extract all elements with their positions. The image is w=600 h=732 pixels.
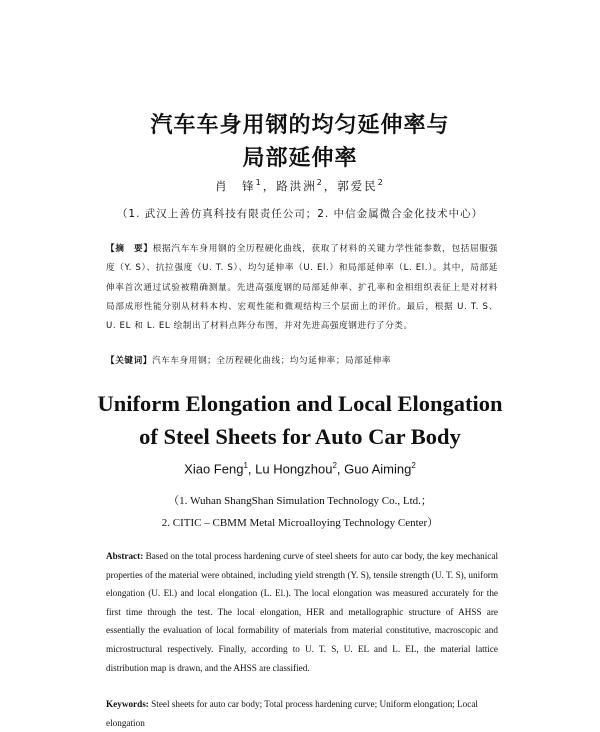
en-affiliation-line2: 2. CITIC – CBMM Metal Microalloying Technology Center） xyxy=(161,517,439,529)
en-abstract-text: Based on the total process hardening curve of steel sheets for auto car body, the key mechanical properties of the material were obtained, including yield strength (Y. S), tensile strength (U. T. S), uniform elongation (U. El.) and local elongation (L. El.). The local elongation was measured accurately for the first time through the test. The local elongation, HER and metallographic structure of AHSS are essentially the evaluation of local formability of materials from material constitutive, macroscopic and microstructural respectively. Finally, according to U. T. S, U. EL and L. EL, the material lattice distribution map is drawn, and the AHSS are classified. xyxy=(106,551,498,673)
cn-author-1: 肖 锋 xyxy=(215,179,256,193)
cn-author-3: 郭爱民 xyxy=(337,179,378,193)
cn-authors: 肖 锋$^1$，路洪洲$^2$，郭爱民$^2$ xyxy=(215,178,385,193)
cn-affiliation: （1. 武汉上善仿真科技有限责任公司；2. 中信金属微合金化技术中心） xyxy=(116,208,484,220)
en-title-line2: of Steel Sheets for Auto Car Body xyxy=(139,424,461,449)
cn-keywords-text: 汽车车身用钢；全历程硬化曲线；均匀延伸率；局部延伸率 xyxy=(151,356,392,366)
en-title-line1: Uniform Elongation and Local Elongation xyxy=(97,391,503,416)
cn-keywords-label: 【关键词】 xyxy=(106,356,152,366)
en-keywords-label: Keywords: xyxy=(106,699,149,709)
en-authors: Xiao Feng$^1$, Lu Hongzhou$^2$, Guo Aiming$^2$ xyxy=(184,461,416,477)
cn-keywords xyxy=(106,354,498,366)
en-keywords-text: Steel sheets for auto car body; Total process hardening curve; Uniform elongation; Local elongation xyxy=(106,699,478,728)
en-abstract xyxy=(106,547,498,677)
en-author-2-sup: 2 xyxy=(332,461,337,470)
cn-abstract-label: 【摘 要】 xyxy=(106,244,153,254)
cn-author-2: 路洪洲 xyxy=(276,179,317,193)
cn-title-line2: 局部延伸率 xyxy=(242,145,358,171)
en-author-1: Xiao Feng xyxy=(184,461,244,477)
en-keywords xyxy=(106,695,498,732)
en-author-3-sup: 2 xyxy=(411,461,416,470)
cn-author-2-sup: 2 xyxy=(316,178,324,188)
en-author-1-sup: 1 xyxy=(243,461,248,470)
cn-abstract xyxy=(106,240,498,336)
cn-author-1-sup: 1 xyxy=(255,178,263,188)
en-author-2: Lu Hongzhou xyxy=(255,461,333,477)
cn-title-line1: 汽车车身用钢的均匀延伸率与 xyxy=(150,112,450,138)
en-abstract-label: Abstract: xyxy=(106,551,144,561)
cn-author-3-sup: 2 xyxy=(377,178,385,188)
cn-abstract-text: 根据汽车车身用钢的全历程硬化曲线，获取了材料的关键力学性能参数，包括屈服强度（Y. S）、抗拉强度（U. T. S）、均匀延伸率（U. El.）和局部延伸率（L. El.）。其中，局部延伸率首次通过试验被精确测量。先进高强度钢的局部延伸率、扩孔率和金相组织表征上是对材料局部成形性能分别从材料本构、宏观性能和微观结构三个层面上的评价。最后，根据 U. T. S、U. EL 和 L. EL 绘制出了材料点阵分布图，并对先进高强度钢进行了分类。 xyxy=(106,244,498,332)
en-author-3: Guo Aiming xyxy=(344,461,412,477)
en-affiliation-line1: （1. Wuhan ShangShan Simulation Technology Co., Ltd.； xyxy=(168,495,432,507)
